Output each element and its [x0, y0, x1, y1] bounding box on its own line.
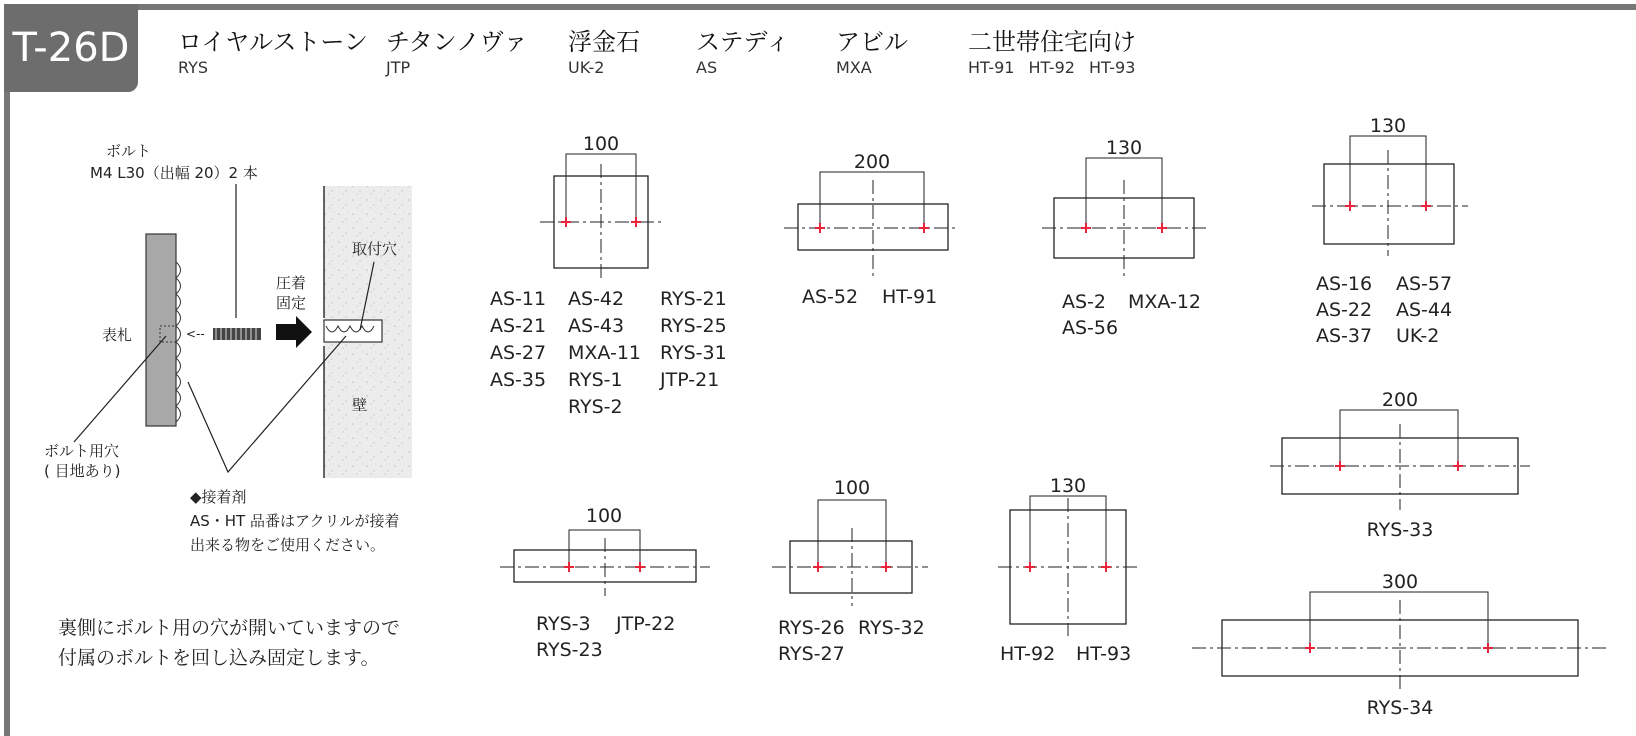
- plate-label: 表札: [102, 326, 133, 344]
- bolt-spec: M4 L30（出幅 20）2 本: [90, 164, 258, 182]
- model-code: AS-44: [1396, 299, 1453, 321]
- dimension-label: 130: [1049, 475, 1087, 497]
- footer-note-2: 付属のボルトを回し込み固定します。: [58, 647, 380, 669]
- template-300: [1192, 571, 1606, 719]
- series-code: HT-93: [1088, 58, 1136, 77]
- model-code: MXA-11: [568, 342, 642, 364]
- hole-mark-icon: [815, 223, 825, 233]
- series-code: RYS: [178, 58, 209, 77]
- dimension-label: 100: [833, 477, 871, 499]
- model-code: AS-52: [802, 286, 859, 308]
- adhesive-bumps: [176, 262, 181, 422]
- product-code-badge: T-26D: [4, 4, 138, 92]
- model-code: AS-22: [1316, 299, 1373, 321]
- model-code: RYS-1: [568, 369, 623, 391]
- model-code: MXA-12: [1128, 291, 1202, 313]
- series-jp-name: チタンノヴァ: [386, 28, 528, 56]
- template-130-b: [1312, 115, 1468, 347]
- hole-mark-icon: [1345, 201, 1355, 211]
- hole-mark-icon: [635, 562, 645, 572]
- hole-mark-icon: [881, 562, 891, 572]
- series-jp-name: 浮金石: [568, 28, 640, 56]
- hole-mark-icon: [813, 562, 823, 572]
- dimension-label: 300: [1381, 571, 1419, 593]
- series-code: MXA: [836, 58, 872, 77]
- name-plate: [146, 234, 176, 426]
- adhesive-note-2: 出来る物をご使用ください。: [190, 536, 386, 554]
- hole-mark-icon: [564, 562, 574, 572]
- adhesive-note-1: AS・HT 品番はアクリルが接着: [190, 512, 400, 530]
- model-code: RYS-27: [778, 643, 845, 665]
- template-130-a: [1042, 137, 1206, 339]
- dimension-label: 200: [1381, 389, 1419, 411]
- hole-mark-icon: [1101, 562, 1111, 572]
- model-code: HT-91: [882, 286, 938, 308]
- template-200-b: [1270, 389, 1530, 541]
- footer-note-1: 裏側にボルト用の穴が開いていますので: [58, 617, 401, 639]
- series-jp-name: ステディ: [696, 28, 790, 56]
- model-code: RYS-32: [858, 617, 925, 639]
- series-code: AS: [696, 58, 718, 77]
- series-code: HT-91: [968, 58, 1015, 77]
- model-code: AS-11: [490, 288, 547, 310]
- template-200-a: [784, 151, 958, 308]
- model-code: RYS-25: [660, 315, 727, 337]
- hole-label: 取付穴: [352, 240, 398, 258]
- bolt-title: ボルト: [106, 142, 152, 160]
- dimension-label: 100: [585, 505, 623, 527]
- model-code: HT-92: [1000, 643, 1056, 665]
- bolt-icon: [213, 328, 261, 340]
- series-jp-name: アビル: [836, 28, 908, 56]
- dimension-label: 130: [1105, 137, 1143, 159]
- model-code: AS-37: [1316, 325, 1373, 347]
- hole-mark-icon: [1157, 223, 1167, 233]
- hole-mark-icon: [1081, 223, 1091, 233]
- hole-mark-icon: [919, 223, 929, 233]
- hole-mark-icon: [1453, 461, 1463, 471]
- press-label-2: 固定: [276, 294, 307, 312]
- adhesive-leader: [188, 336, 346, 472]
- series-code: HT-92: [1028, 58, 1075, 77]
- model-code: RYS-21: [660, 288, 727, 310]
- install-illustration: [44, 142, 412, 669]
- template-130-c: [998, 475, 1138, 665]
- dimension-label: 100: [582, 133, 620, 155]
- model-code: RYS-23: [536, 639, 603, 661]
- hole-mark-icon: [1305, 643, 1315, 653]
- template-100-c: [772, 477, 928, 665]
- model-code: AS-57: [1396, 273, 1453, 295]
- model-code: AS-21: [490, 315, 547, 337]
- wall-label: 壁: [352, 396, 368, 414]
- model-code: AS-56: [1062, 317, 1119, 339]
- bolt-hole-label-2: ( 目地あり): [44, 462, 121, 480]
- dimension-label: 130: [1369, 115, 1407, 137]
- hole-mark-icon: [631, 217, 641, 227]
- hole-mark-icon: [1335, 461, 1345, 471]
- model-code: AS-27: [490, 342, 547, 364]
- model-code: UK-2: [1396, 325, 1440, 347]
- hole-mark-icon: [1483, 643, 1493, 653]
- model-code: AS-2: [1062, 291, 1107, 313]
- model-code: AS-35: [490, 369, 547, 391]
- model-code: RYS-31: [660, 342, 727, 364]
- series-jp-name: ロイヤルストーン: [178, 28, 368, 56]
- model-code: AS-42: [568, 288, 625, 310]
- hole-mark-icon: [1421, 201, 1431, 211]
- series-jp-name: 二世帯住宅向け: [968, 28, 1136, 56]
- series-code: UK-2: [568, 58, 605, 77]
- model-code: RYS-26: [778, 617, 845, 639]
- hole-mark-icon: [1025, 562, 1035, 572]
- small-arrow: <--: [186, 327, 205, 341]
- plate-outline: [1324, 164, 1454, 244]
- template-100-a: [490, 133, 727, 418]
- model-code: RYS-3: [536, 613, 591, 635]
- template-100-b: [500, 505, 710, 661]
- press-label-1: 圧着: [276, 274, 307, 292]
- press-arrow-icon: [276, 316, 312, 348]
- model-code: RYS-2: [568, 396, 623, 418]
- model-code: RYS-34: [1366, 697, 1434, 719]
- model-code: RYS-33: [1366, 519, 1434, 541]
- model-code: AS-43: [568, 315, 625, 337]
- adhesive-title: ◆接着剤: [190, 488, 247, 506]
- dimension-bracket: [820, 172, 924, 228]
- dimension-label: 200: [853, 151, 891, 173]
- model-code: HT-93: [1076, 643, 1132, 665]
- model-code: AS-16: [1316, 273, 1373, 295]
- series-code: JTP: [386, 58, 411, 77]
- hole-mark-icon: [561, 217, 571, 227]
- model-code: JTP-22: [616, 613, 676, 635]
- bolt-hole-label-1: ボルト用穴: [44, 442, 120, 460]
- model-code: JTP-21: [660, 369, 720, 391]
